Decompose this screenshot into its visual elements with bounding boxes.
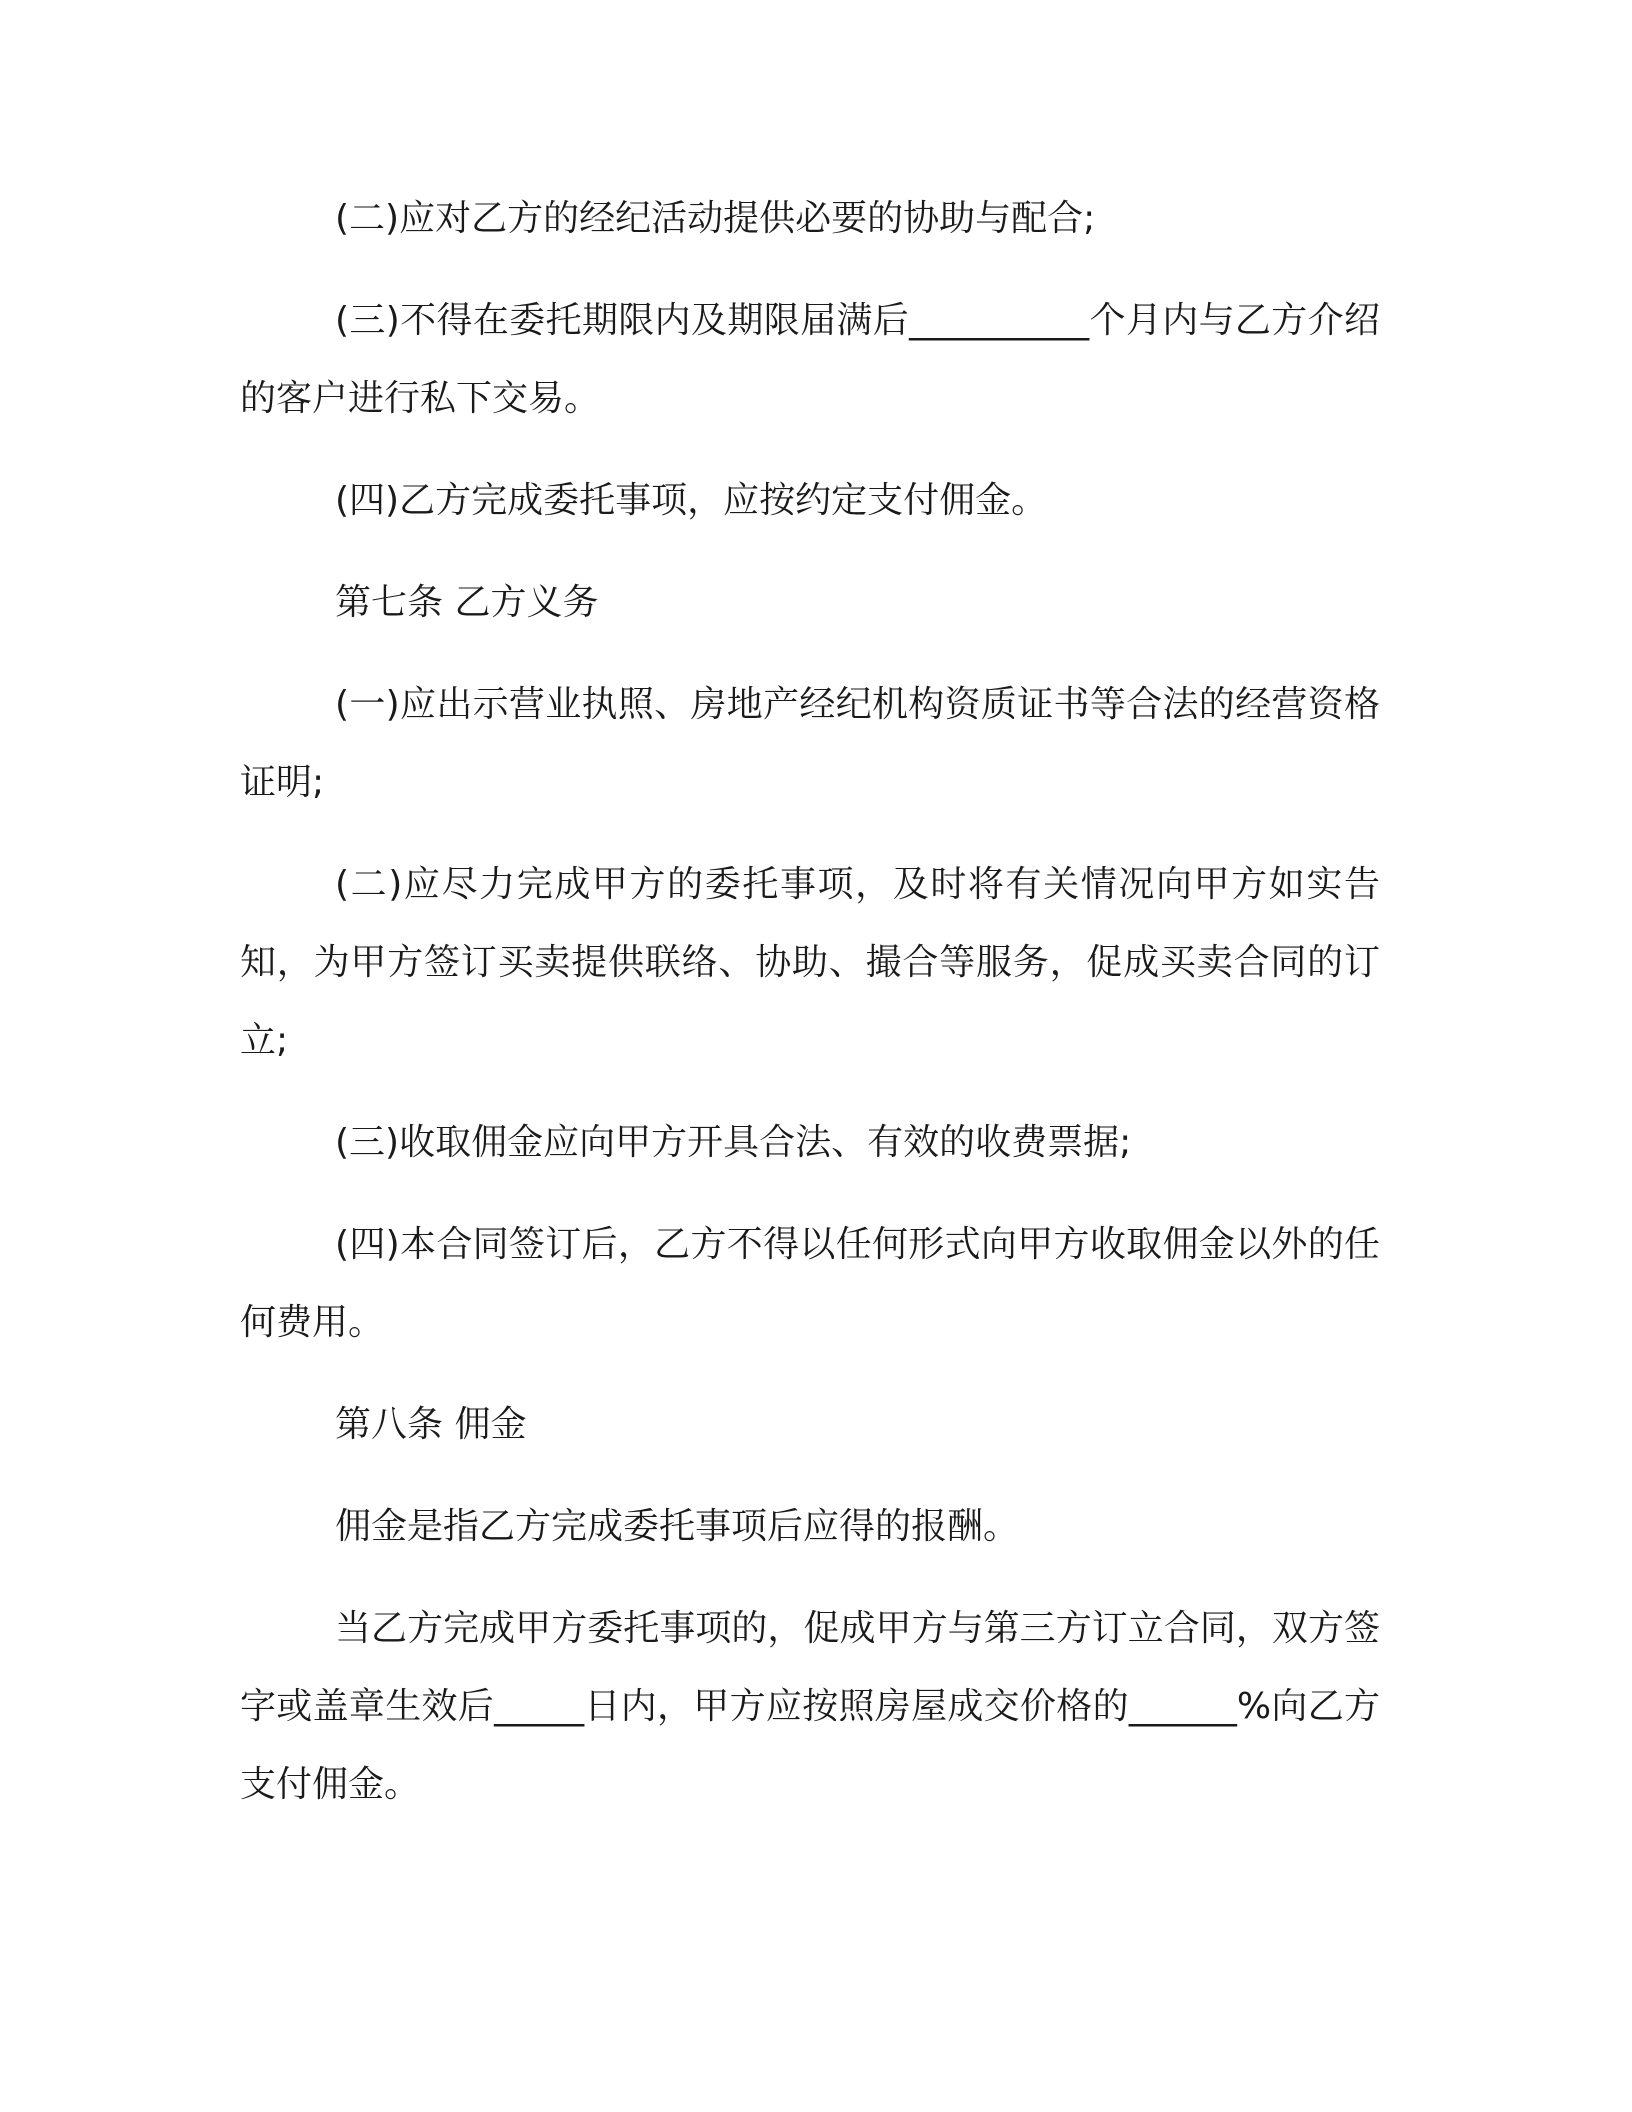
article-7-heading: 第七条 乙方义务	[335, 582, 599, 623]
paragraph-duty-1: (一)应出示营业执照、房地产经纪机构资质证书等合法的经营资格证明;	[240, 684, 1380, 803]
paragraph-obligation-4: (四)乙方完成委托事项，应按约定支付佣金。	[335, 480, 1048, 521]
paragraph-duty-4: (四)本合同签订后，乙方不得以任何形式向甲方收取佣金以外的任何费用。	[240, 1224, 1380, 1343]
paragraph-duty-3: (三)收取佣金应向甲方开具合法、有效的收费票据;	[335, 1122, 1132, 1163]
article-8-heading: 第八条 佣金	[335, 1404, 527, 1445]
paragraph-obligation-2: (二)应对乙方的经纪活动提供必要的协助与配合;	[335, 198, 1096, 239]
paragraph-commission-payment: 当乙方完成甲方委托事项的，促成甲方与第三方订立合同，双方签字或盖章生效后_____日内，甲方应按照房屋成交价格的______%向乙方支付佣金。	[240, 1608, 1380, 1805]
paragraph-commission-definition: 佣金是指乙方完成委托事项后应得的报酬。	[335, 1506, 1020, 1547]
paragraph-duty-2: (二)应尽力完成甲方的委托事项，及时将有关情况向甲方如实告知，为甲方签订买卖提供联络、协助、撮合等服务，促成买卖合同的订立;	[240, 864, 1380, 1061]
paragraph-obligation-3: (三)不得在委托期限内及期限届满后__________个月内与乙方介绍的客户进行私下交易。	[240, 300, 1380, 419]
